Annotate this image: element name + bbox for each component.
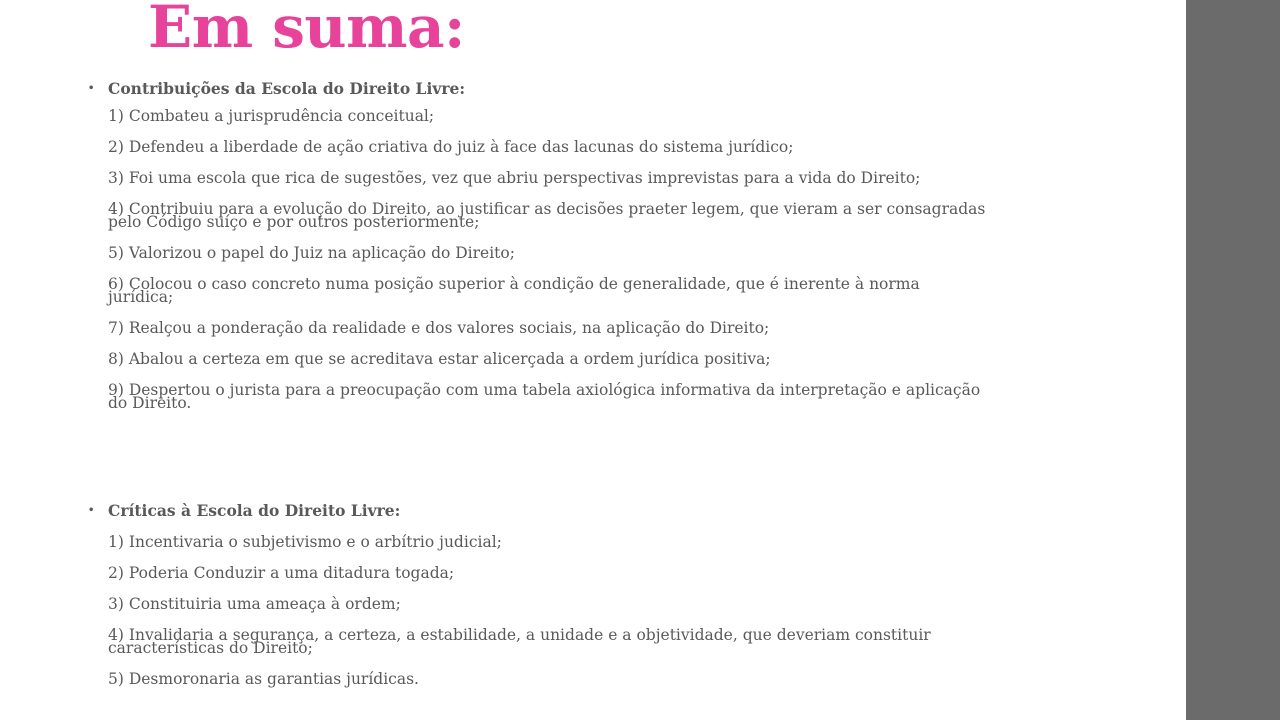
criticisms-heading-row xyxy=(88,502,988,520)
list-item xyxy=(108,564,988,582)
list-item xyxy=(108,200,988,231)
list-item-text: 5) Valorizou o papel do Juiz na aplicação do Direito; xyxy=(108,244,515,262)
contributions-section xyxy=(88,80,988,410)
list-item-text: 1) Incentivaria o subjetivismo e o arbítrio judicial; xyxy=(108,533,502,551)
list-item-text: 5) Desmoronaria as garantias jurídicas. xyxy=(108,670,419,688)
list-item-text: 7) Realçou a ponderação da realidade e dos valores sociais, na aplicação do Direito; xyxy=(108,319,770,337)
list-item xyxy=(108,138,988,156)
list-item-text: 4) Contribuiu para a evolução do Direito, ao justificar as decisões praeter legem, que vieram a ser consagradas pelo Código suíço e por outros posteriormente; xyxy=(108,200,986,231)
list-item-text: 3) Foi uma escola que rica de sugestões, vez que abriu perspectivas imprevistas para a vida do Direito; xyxy=(108,169,921,187)
list-item-text: 3) Constituiria uma ameaça à ordem; xyxy=(108,595,401,613)
list-item xyxy=(108,595,988,613)
list-item xyxy=(108,350,988,368)
list-item-text: 1) Combateu a jurisprudência conceitual; xyxy=(108,107,435,125)
list-item-text: 8) Abalou a certeza em que se acreditava estar alicerçada a ordem jurídica positiva; xyxy=(108,350,771,368)
contributions-heading: Contribuições da Escola do Direito Livre: xyxy=(108,79,466,98)
list-item-text: 6) Colocou o caso concreto numa posição superior à condição de generalidade, que é inerente à norma jurídica; xyxy=(108,275,920,306)
list-item xyxy=(108,244,988,262)
list-item xyxy=(108,169,988,187)
contributions-heading-row xyxy=(88,80,988,98)
criticisms-section xyxy=(88,502,988,686)
list-item xyxy=(108,107,988,125)
list-item-text: 2) Defendeu a liberdade de ação criativa do juiz à face das lacunas do sistema jurídico; xyxy=(108,138,794,156)
side-band xyxy=(1186,0,1280,720)
list-item-text: 2) Poderia Conduzir a uma ditadura togada; xyxy=(108,564,455,582)
list-item xyxy=(108,275,988,306)
slide-title: Em suma: xyxy=(148,0,465,61)
list-item xyxy=(108,381,988,412)
bullet-icon: • xyxy=(88,83,95,94)
list-item-text: 4) Invalidaria a segurança, a certeza, a estabilidade, a unidade e a objetividade, que deveriam constituir características do Direito; xyxy=(108,626,931,657)
bullet-icon: • xyxy=(88,505,95,516)
list-item xyxy=(108,626,988,657)
list-item xyxy=(108,319,988,337)
criticisms-heading: Críticas à Escola do Direito Livre: xyxy=(108,501,401,520)
list-item-text: 9) Despertou o jurista para a preocupação com uma tabela axiológica informativa da interpretação e aplicação do Direito. xyxy=(108,381,981,412)
list-item xyxy=(108,533,988,551)
list-item xyxy=(108,670,988,688)
